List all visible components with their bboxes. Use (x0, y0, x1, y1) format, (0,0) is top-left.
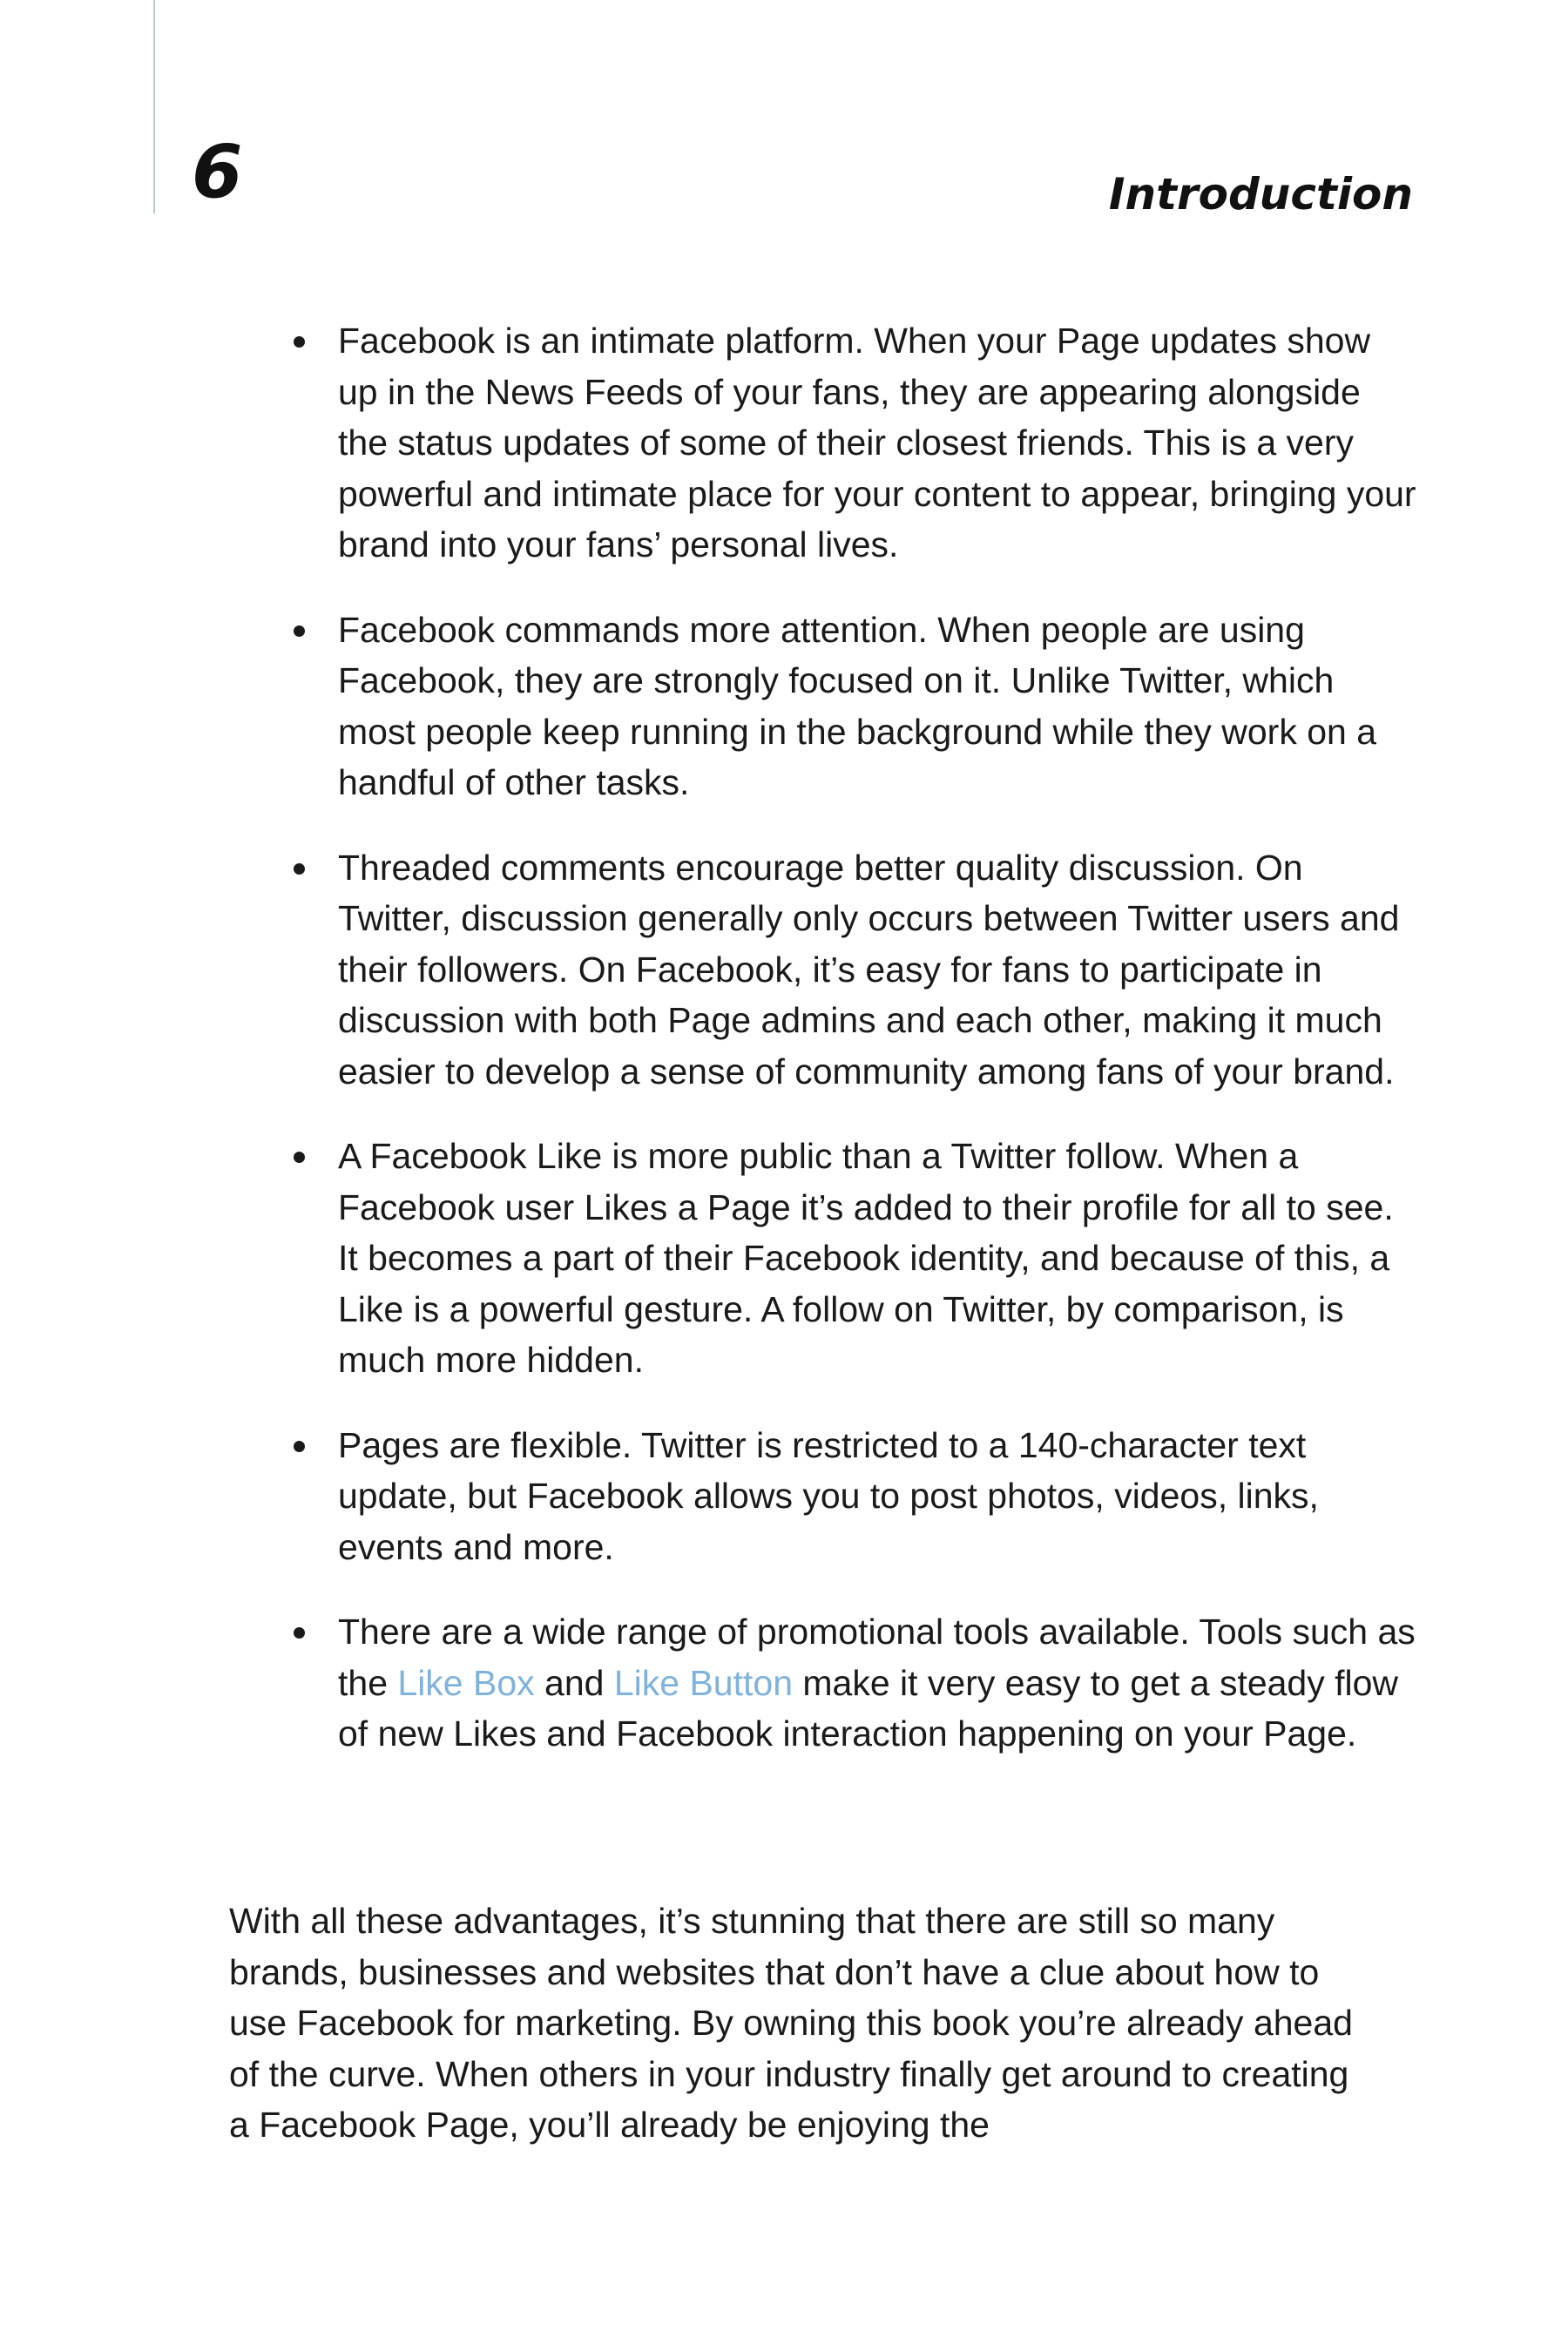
bullet-text: Facebook commands more attention. When people are using Facebook, they are strongly focused on it. Unlike Twitter, which most people keep running in the background while they work on a handful of other tasks. (338, 609, 1377, 802)
like-button-link[interactable]: Like Button (613, 1662, 793, 1703)
list-item (287, 605, 1420, 808)
bullet-text (338, 1606, 1420, 1760)
bullet-icon (294, 336, 305, 348)
closing-paragraph: With all these advantages, it’s stunning that there are still so many brands, businesses and websites that don’t have a clue about how to use Facebook for marketing. By owning this book you’re already ahead of the curve. When others in your industry finally get around to creating a Facebook Page, you’ll already be enjoying the (229, 1901, 1353, 2145)
bullet-icon (294, 1627, 305, 1639)
margin-rule (153, 0, 155, 213)
running-head: Introduction (1108, 169, 1413, 220)
list-item (287, 315, 1420, 571)
bullet-icon (294, 1441, 305, 1452)
bullet-icon (294, 1152, 305, 1163)
bullet-text-middle: and (534, 1662, 614, 1703)
bullet-text-after: make it very easy to get a steady flow of new Likes and Facebook interaction happening on your Page. (338, 1662, 1399, 1754)
bullet-text: Threaded comments encourage better quality discussion. On Twitter, discussion generally only occurs between Twitter users and their followers. On Facebook, it’s easy for fans to participate in discussion with both Page admins and each other, making it much easier to develop a sense of community among fans of your brand. (338, 847, 1400, 1092)
list-item (287, 1420, 1420, 1573)
page-number: 6 (192, 129, 243, 214)
bullet-icon (294, 863, 305, 875)
bullet-text-before: There are a wide range of promotional tools available. Tools such as the (338, 1612, 1416, 1703)
bullet-text: Pages are flexible. Twitter is restricted to a 140-character text update, but Facebook allows you to post photos, videos, links, events and more. (338, 1424, 1319, 1567)
like-box-link[interactable]: Like Box (397, 1662, 535, 1703)
bullet-list (287, 315, 1420, 1794)
list-item (287, 1606, 1420, 1760)
bullet-text: Facebook is an intimate platform. When your Page updates show up in the News Feeds of your fans, they are appearing alongside the status updates of some of their closest friends. This is a very powerful and intimate place for your content to appear, bringing your brand into your fans’ personal lives. (338, 321, 1416, 564)
bullet-text: A Facebook Like is more public than a Twitter follow. When a Facebook user Likes a Page it’s added to their profile for all to see. It becomes a part of their Facebook identity, and because of this, a Like is a powerful gesture. A follow on Twitter, by comparison, is much more hidden. (338, 1136, 1394, 1380)
list-item (287, 1131, 1420, 1386)
bullet-icon (294, 625, 305, 637)
list-item (287, 842, 1420, 1098)
